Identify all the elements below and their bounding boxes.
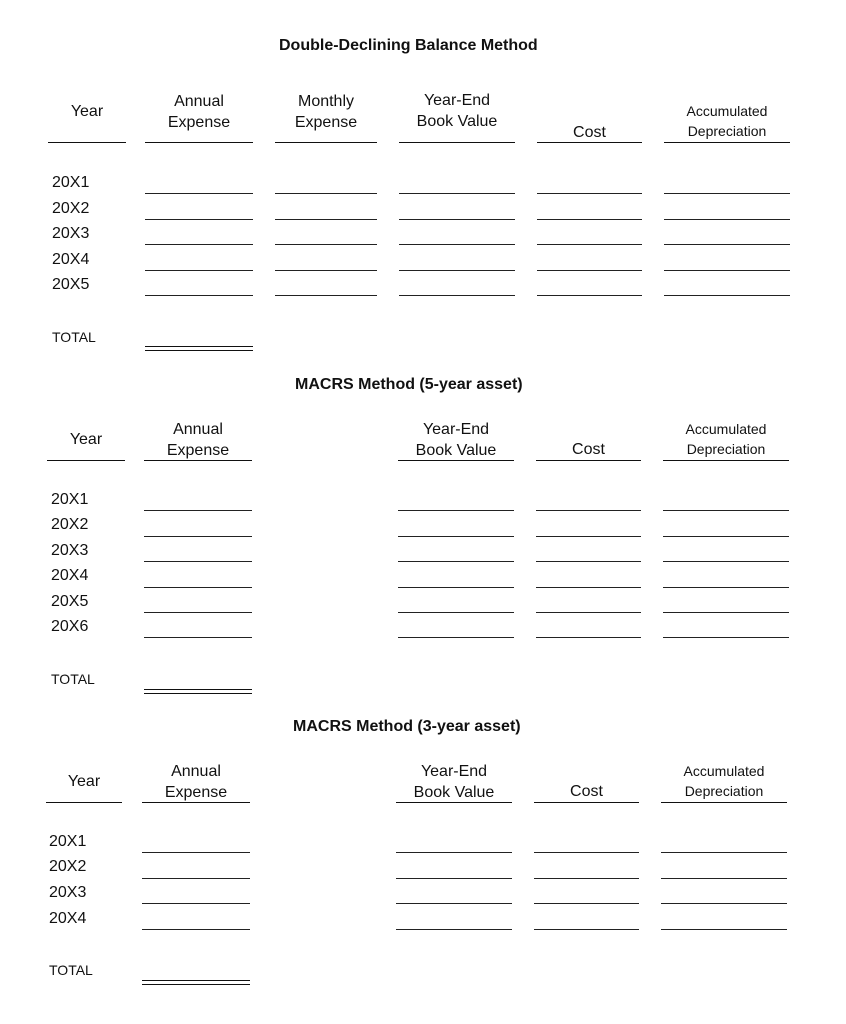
- header-line-1: Monthly: [297, 93, 355, 110]
- answer-blank[interactable]: [536, 536, 641, 537]
- answer-blank[interactable]: [275, 219, 377, 220]
- header-underline: [664, 142, 790, 143]
- col-header-year-end-book-value: [399, 90, 515, 132]
- answer-blank[interactable]: [142, 852, 250, 853]
- header-underline: [47, 460, 125, 461]
- col-header-annual-expense: [142, 761, 250, 803]
- answer-blank[interactable]: [398, 587, 514, 588]
- header-line-2: Depreciation: [686, 441, 766, 457]
- col-header-year: Year: [67, 773, 101, 790]
- header-line-1: Annual: [173, 421, 223, 438]
- header-line-1: Accumulated: [685, 421, 767, 437]
- answer-blank[interactable]: [661, 852, 787, 853]
- answer-blank[interactable]: [664, 193, 790, 194]
- answer-blank[interactable]: [275, 295, 377, 296]
- header-underline: [536, 460, 641, 461]
- answer-blank[interactable]: [664, 270, 790, 271]
- header-underline: [537, 142, 642, 143]
- answer-blank[interactable]: [398, 536, 514, 537]
- row-year-label: 20X2: [49, 858, 87, 875]
- row-year-label: 20X1: [51, 491, 89, 508]
- answer-blank[interactable]: [537, 244, 642, 245]
- answer-blank[interactable]: [145, 295, 253, 296]
- col-header-annual-expense: [145, 91, 253, 133]
- col-header-monthly-expense: [275, 91, 377, 133]
- total-label: TOTAL: [51, 671, 95, 687]
- section-title: MACRS Method (5-year asset): [295, 376, 523, 393]
- header-line-2: Depreciation: [687, 123, 767, 139]
- header-line-2: Expense: [294, 114, 358, 131]
- answer-blank[interactable]: [536, 637, 641, 638]
- answer-blank[interactable]: [536, 561, 641, 562]
- row-year-label: 20X5: [52, 276, 90, 293]
- row-year-label: 20X1: [49, 833, 87, 850]
- answer-blank[interactable]: [663, 536, 789, 537]
- answer-blank[interactable]: [664, 244, 790, 245]
- row-year-label: 20X1: [52, 174, 90, 191]
- answer-blank[interactable]: [399, 270, 515, 271]
- total-label: TOTAL: [49, 962, 93, 978]
- col-header-annual-expense: [144, 419, 252, 461]
- row-year-label: 20X3: [52, 225, 90, 242]
- answer-blank[interactable]: [145, 193, 253, 194]
- answer-blank[interactable]: [537, 295, 642, 296]
- col-header-year-end-book-value: [396, 761, 512, 803]
- answer-blank[interactable]: [399, 295, 515, 296]
- header-underline: [46, 802, 122, 803]
- header-line-2: Depreciation: [684, 783, 764, 799]
- answer-blank[interactable]: [399, 219, 515, 220]
- row-year-label: 20X3: [51, 542, 89, 559]
- row-year-label: 20X4: [52, 251, 90, 268]
- answer-blank[interactable]: [663, 612, 789, 613]
- total-double-underline[interactable]: [145, 346, 253, 351]
- answer-blank[interactable]: [398, 510, 514, 511]
- header-underline: [48, 142, 126, 143]
- header-line-1: Annual: [171, 763, 221, 780]
- header-underline: [398, 460, 514, 461]
- header-line-1: Annual: [174, 93, 224, 110]
- answer-blank[interactable]: [534, 929, 639, 930]
- answer-blank[interactable]: [534, 903, 639, 904]
- answer-blank[interactable]: [144, 510, 252, 511]
- header-line-2: Expense: [166, 442, 230, 459]
- answer-blank[interactable]: [275, 270, 377, 271]
- answer-blank[interactable]: [536, 587, 641, 588]
- header-line-2: Book Value: [413, 784, 495, 801]
- header-line-1: Accumulated: [686, 103, 768, 119]
- row-year-label: 20X6: [51, 618, 89, 635]
- answer-blank[interactable]: [396, 852, 512, 853]
- answer-blank[interactable]: [663, 637, 789, 638]
- answer-blank[interactable]: [142, 929, 250, 930]
- answer-blank[interactable]: [396, 903, 512, 904]
- answer-blank[interactable]: [275, 193, 377, 194]
- answer-blank[interactable]: [275, 244, 377, 245]
- header-underline: [142, 802, 250, 803]
- col-header-year: Year: [70, 103, 104, 120]
- header-underline: [399, 142, 515, 143]
- answer-blank[interactable]: [534, 878, 639, 879]
- answer-blank[interactable]: [398, 561, 514, 562]
- answer-blank[interactable]: [396, 878, 512, 879]
- answer-blank[interactable]: [144, 561, 252, 562]
- col-header-accumulated-depreciation: [661, 761, 787, 801]
- header-line-1: Year-End: [423, 92, 491, 109]
- answer-blank[interactable]: [537, 193, 642, 194]
- answer-blank[interactable]: [537, 270, 642, 271]
- answer-blank[interactable]: [144, 536, 252, 537]
- answer-blank[interactable]: [663, 587, 789, 588]
- section-title: Double-Declining Balance Method: [279, 37, 538, 54]
- total-double-underline[interactable]: [144, 689, 252, 694]
- header-underline: [145, 142, 253, 143]
- row-year-label: 20X2: [52, 200, 90, 217]
- section-title: MACRS Method (3-year asset): [293, 718, 521, 735]
- header-line-2: Expense: [167, 114, 231, 131]
- row-year-label: 20X4: [49, 910, 87, 927]
- row-year-label: 20X3: [49, 884, 87, 901]
- header-underline: [396, 802, 512, 803]
- header-line-2: Book Value: [416, 113, 498, 130]
- answer-blank[interactable]: [145, 244, 253, 245]
- answer-blank[interactable]: [145, 270, 253, 271]
- header-underline: [275, 142, 377, 143]
- answer-blank[interactable]: [661, 903, 787, 904]
- header-underline: [663, 460, 789, 461]
- col-header-cost: Cost: [570, 783, 603, 800]
- answer-blank[interactable]: [144, 612, 252, 613]
- answer-blank[interactable]: [398, 612, 514, 613]
- answer-blank[interactable]: [399, 193, 515, 194]
- answer-blank[interactable]: [664, 219, 790, 220]
- col-header-year-end-book-value: [398, 419, 514, 461]
- row-year-label: 20X4: [51, 567, 89, 584]
- col-header-cost: Cost: [573, 124, 606, 141]
- answer-blank[interactable]: [661, 878, 787, 879]
- header-underline: [534, 802, 639, 803]
- total-label: TOTAL: [52, 329, 96, 345]
- col-header-cost: Cost: [572, 441, 605, 458]
- col-header-year: Year: [69, 431, 103, 448]
- answer-blank[interactable]: [663, 561, 789, 562]
- answer-blank[interactable]: [145, 219, 253, 220]
- answer-blank[interactable]: [534, 852, 639, 853]
- header-line-1: Year-End: [422, 421, 490, 438]
- header-line-1: Year-End: [420, 763, 488, 780]
- answer-blank[interactable]: [142, 903, 250, 904]
- answer-blank[interactable]: [142, 878, 250, 879]
- header-line-1: Accumulated: [683, 763, 765, 779]
- answer-blank[interactable]: [661, 929, 787, 930]
- col-header-accumulated-depreciation: [663, 419, 789, 459]
- answer-blank[interactable]: [536, 510, 641, 511]
- answer-blank[interactable]: [398, 637, 514, 638]
- header-underline: [661, 802, 787, 803]
- answer-blank[interactable]: [536, 612, 641, 613]
- total-double-underline[interactable]: [142, 980, 250, 985]
- row-year-label: 20X2: [51, 516, 89, 533]
- header-line-2: Book Value: [415, 442, 497, 459]
- answer-blank[interactable]: [144, 637, 252, 638]
- answer-blank[interactable]: [664, 295, 790, 296]
- answer-blank[interactable]: [537, 219, 642, 220]
- col-header-accumulated-depreciation: [664, 101, 790, 141]
- answer-blank[interactable]: [396, 929, 512, 930]
- header-underline: [144, 460, 252, 461]
- row-year-label: 20X5: [51, 593, 89, 610]
- answer-blank[interactable]: [399, 244, 515, 245]
- answer-blank[interactable]: [144, 587, 252, 588]
- header-line-2: Expense: [164, 784, 228, 801]
- answer-blank[interactable]: [663, 510, 789, 511]
